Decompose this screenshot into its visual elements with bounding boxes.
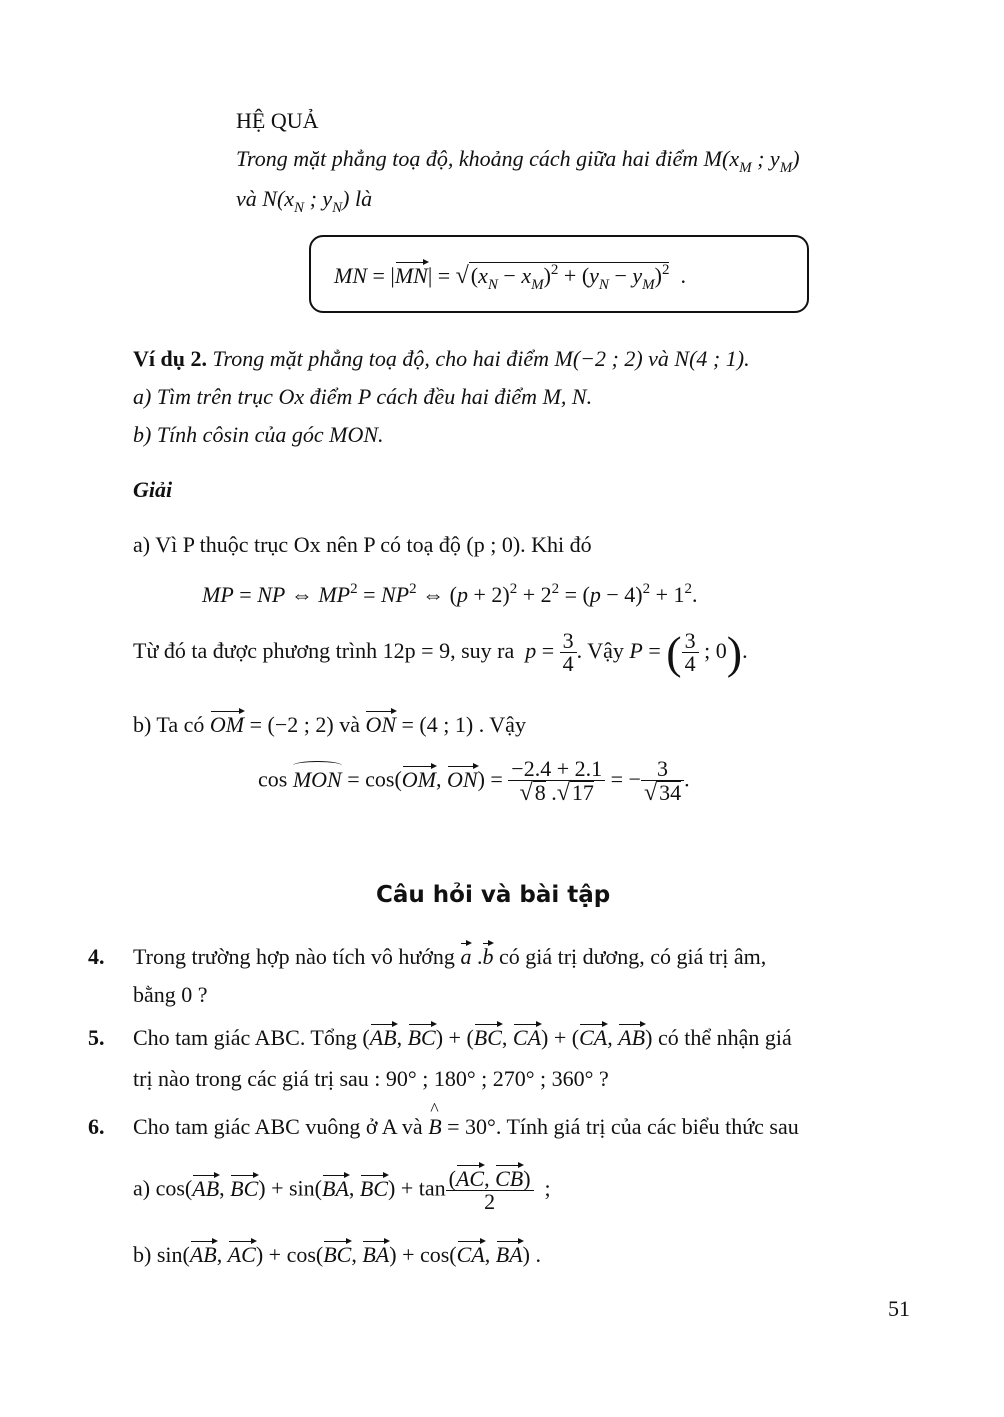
corollary-line-2: và $N(x_N$ ; $y_N$) là: [236, 186, 373, 216]
exercise-6-part-b: b) sin(AB, AC) + cos(BC, BA) + cos(CA, BA) .: [133, 1242, 541, 1267]
solution-a-equation: MP = NP ⇔ $MP^2 = NP^2$ ⇔ $(p + 2)^2 + 2^2 = (p - 4)^2 + 1^2$.: [202, 581, 698, 607]
exercise-6-number: 6.: [88, 1114, 105, 1139]
corollary-text-la: là: [349, 186, 373, 211]
exercise-6-part-a: a) cos(AB, BC) + sin(BA, BC) + tan $\frac{(AC, CB)}{2}$ ;: [133, 1166, 551, 1214]
solution-b-line-1: b) Ta có OM = (−2 ; 2) và ON = (4 ; 1) . Vậy: [133, 712, 526, 737]
exercise-4-line-2: bằng 0 ?: [133, 982, 208, 1007]
exercise-5-line-1: Cho tam giác ABC. Tổng (AB, BC) + (BC, CA) + (CA, AB) có thể nhận giá: [133, 1025, 792, 1050]
solution-a-text: Từ đó ta được phương trình 12p = 9, suy ra: [133, 638, 515, 663]
distance-formula: MN = $|MN| = √(x_N - x_M)^2 + (y_N - y_M)^2$ .: [334, 262, 686, 293]
solution-a-line-1: a) Vì P thuộc trục Ox nên P có toạ độ (p ; 0). Khi đó: [133, 532, 592, 557]
solution-title: Giải: [133, 477, 173, 502]
corollary-text: Trong mặt phẳng toạ độ, khoảng cách giữa hai điểm: [236, 146, 704, 171]
exercise-5-number: 5.: [88, 1025, 105, 1050]
exercise-6-line-1: Cho tam giác ABC vuông ở A và ^ B = 30°. Tính giá trị của các biểu thức sau: [133, 1116, 799, 1138]
example-part-b: b) Tính côsin của góc MON.: [133, 422, 384, 447]
exercise-4-line-1: Trong trường hợp nào tích vô hướng a .b có giá trị dương, có giá trị âm,: [133, 944, 767, 969]
solution-vay: . Vậy: [576, 638, 624, 663]
page-number: 51: [888, 1296, 910, 1321]
corollary-line-1: Trong mặt phẳng toạ độ, khoảng cách giữa hai điểm $M(x_M$ ; $y_M$): [236, 146, 800, 176]
corollary-title: HỆ QUẢ: [236, 108, 319, 133]
exercise-5-line-2: trị nào trong các giá trị sau : 90° ; 180° ; 270° ; 360° ?: [133, 1066, 609, 1091]
solution-b-cosine: cos MON = cos(OM, ON) = $\frac{-2.4 + 2.1}{√8 .√17}$ = − $\frac{3}{√34}$ .: [258, 756, 690, 806]
exercise-4-number: 4.: [88, 944, 105, 969]
example-part-a: a) Tìm trên trục Ox điểm P cách đều hai điểm M, N.: [133, 384, 593, 409]
corollary-text-va: và: [236, 186, 263, 211]
exercises-heading: Câu hỏi và bài tập: [376, 882, 611, 908]
solution-a-result: Từ đó ta được phương trình 12p = 9, suy ra p = $\frac{3}{4}$ . Vậy P = ( $\frac{3}{4}$ ; 0).: [133, 627, 748, 678]
example-statement: Ví dụ 2. Trong mặt phẳng toạ độ, cho hai điểm M(−2 ; 2) và N(4 ; 1).: [133, 346, 750, 371]
